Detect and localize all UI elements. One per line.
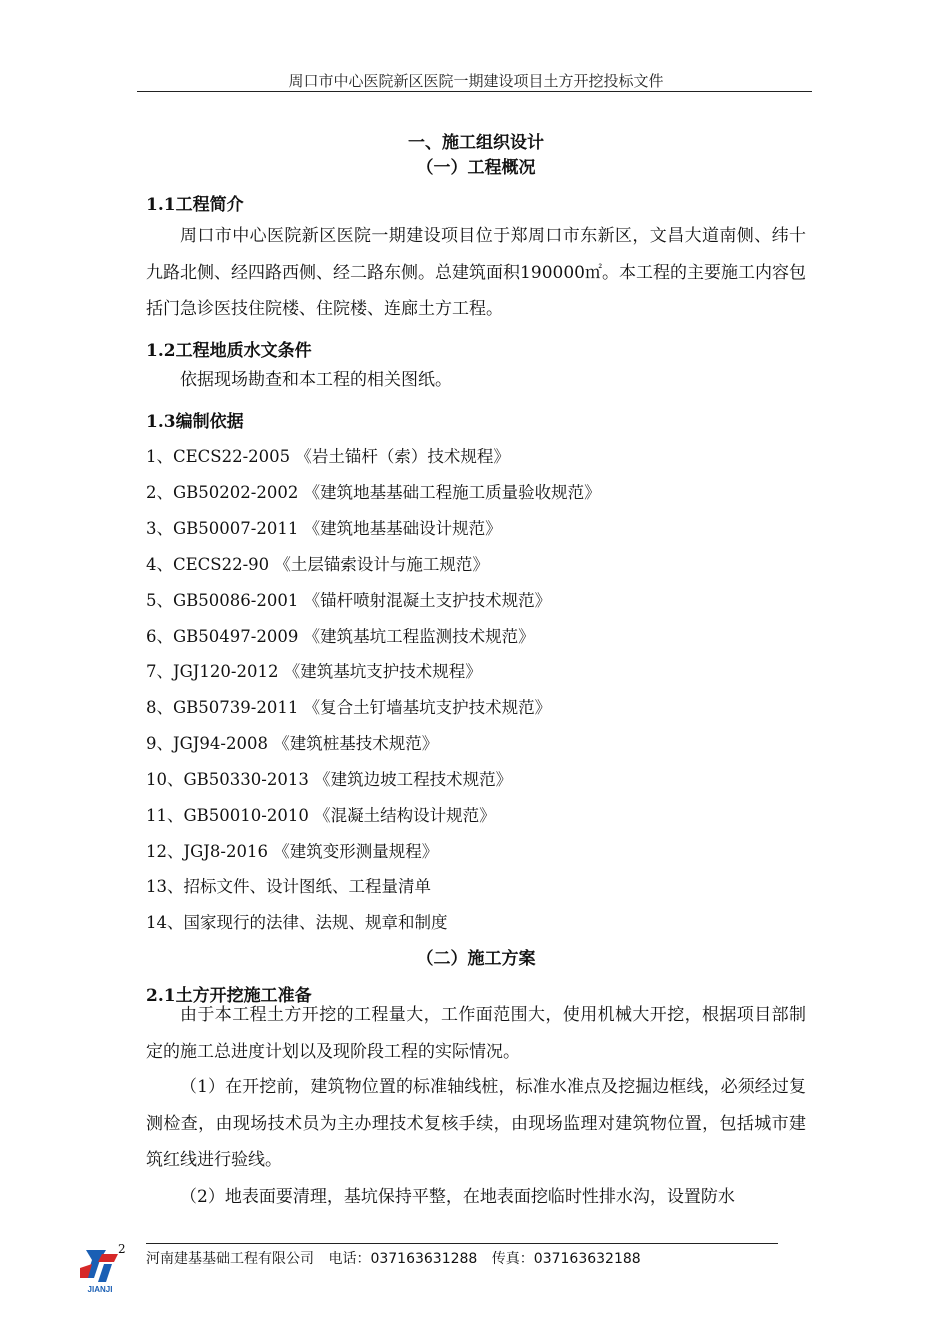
footer-contact bbox=[146, 1248, 651, 1268]
section-2-1-para-1: 由于本工程土方开挖的工程量大，工作面范围大，使用机械大开挖，根据项目部制定的施工总进度计划以及现阶段工程的实际情况。 bbox=[146, 1005, 806, 1062]
list-item: 6、GB50497-2009 《建筑基坑工程监测技术规范》 bbox=[146, 627, 535, 646]
header-title: 周口市中心医院新区医院一期建设项目土方开挖投标文件 bbox=[288, 72, 664, 90]
part1-heading: （一）工程概况 bbox=[416, 158, 536, 178]
list-item: 8、GB50739-2011 《复合土钉墙基坑支护技术规范》 bbox=[146, 698, 552, 717]
list-item: 11、GB50010-2010 《混凝土结构设计规范》 bbox=[146, 806, 496, 825]
phone-number: 电话：037163631288 bbox=[328, 1251, 478, 1267]
page-number: 2 bbox=[118, 1242, 126, 1256]
header-rule bbox=[137, 91, 812, 92]
list-item: 5、GB50086-2001 《锚杆喷射混凝土支护技术规范》 bbox=[146, 591, 552, 610]
part2-heading: （二）施工方案 bbox=[416, 949, 536, 969]
section-1-1-title: 1.1工程简介 bbox=[146, 195, 244, 215]
company-logo-icon bbox=[78, 1248, 122, 1294]
section-2-1-para-3: （2）地表面要清理，基坑保持平整，在地表面挖临时性排水沟，设置防水 bbox=[180, 1187, 735, 1207]
list-item: 14、国家现行的法律、法规、规章和制度 bbox=[146, 913, 448, 932]
list-item: 9、JGJ94-2008 《建筑桩基技术规范》 bbox=[146, 734, 439, 753]
section-2-1-title: 2.1土方开挖施工准备 bbox=[146, 986, 312, 1006]
list-item: 2、GB50202-2002 《建筑地基基础工程施工质量验收规范》 bbox=[146, 483, 601, 502]
list-item: 12、JGJ8-2016 《建筑变形测量规程》 bbox=[146, 842, 439, 861]
list-item: 13、招标文件、设计图纸、工程量清单 bbox=[146, 877, 431, 896]
list-item: 1、CECS22-2005 《岩土锚杆（索）技术规程》 bbox=[146, 447, 510, 466]
list-item: 7、JGJ120-2012 《建筑基坑支护技术规程》 bbox=[146, 662, 482, 681]
company-name: 河南建基基础工程有限公司 bbox=[146, 1251, 314, 1267]
section-1-1-body: 周口市中心医院新区医院一期建设项目位于郑周口市东新区，文昌大道南侧、纬十九路北侧、经四路西侧、经二路东侧。总建筑面积190000㎡。本工程的主要施工内容包括门急诊医技住院楼、住院楼、连廊土方工程。 bbox=[146, 226, 806, 319]
list-item: 10、GB50330-2013 《建筑边坡工程技术规范》 bbox=[146, 770, 513, 789]
fax-number: 传真：037163632188 bbox=[491, 1251, 641, 1267]
section-1-3-title: 1.3编制依据 bbox=[146, 412, 244, 432]
footer-rule bbox=[146, 1243, 778, 1244]
svg-text:JIANJI: JIANJI bbox=[87, 1285, 113, 1294]
section-1-2-body: 依据现场勘查和本工程的相关图纸。 bbox=[180, 370, 452, 390]
section-1-2-title: 1.2工程地质水文条件 bbox=[146, 341, 312, 361]
list-item: 4、CECS22-90 《土层锚索设计与施工规范》 bbox=[146, 555, 489, 574]
list-item: 3、GB50007-2011 《建筑地基基础设计规范》 bbox=[146, 519, 502, 538]
section-2-1-para-2: （1）在开挖前，建筑物位置的标准轴线桩，标准水准点及挖掘边框线，必须经过复测检查，由现场技术员为主办理技术复核手续，由现场监理对建筑物位置，包括城市建筑红线进行验线。 bbox=[146, 1077, 806, 1170]
main-heading: 一、施工组织设计 bbox=[408, 133, 544, 153]
